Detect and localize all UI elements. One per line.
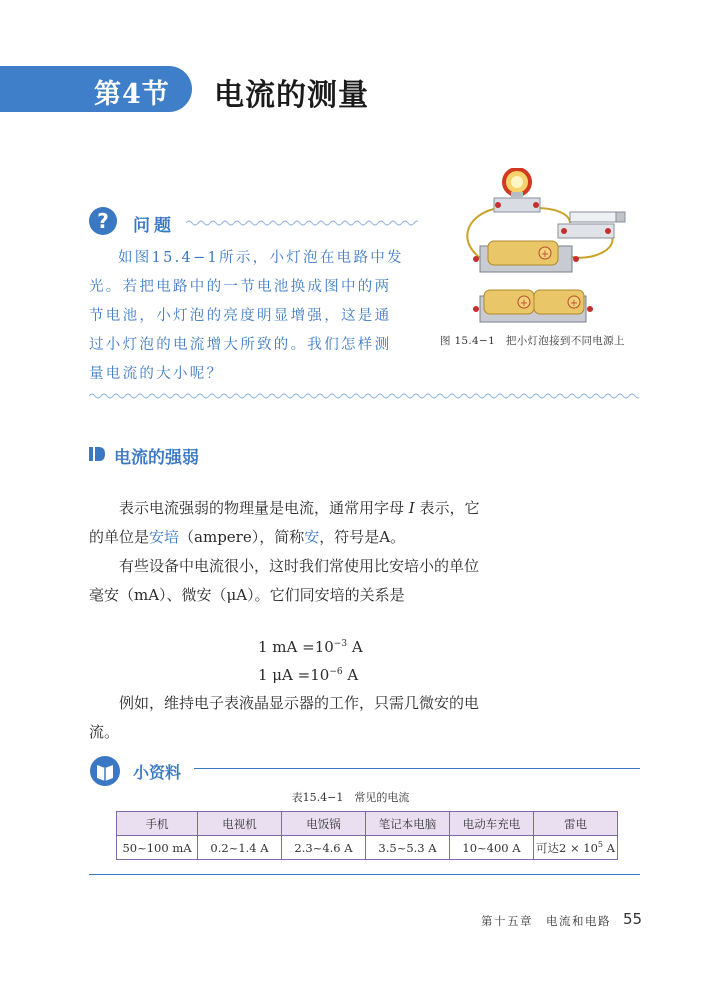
terminal [561,228,567,234]
table-cell: 50~100 mA [117,836,198,860]
terminal [587,306,593,312]
table-cell: 3.5~5.3 A [366,836,450,860]
page-title: 电流的测量 [214,78,369,113]
paragraph: 有些设备中电流很小，这时我们常使用比安培小的单位毫安（mA）、微安（μA）。它们同安培的关系是 [89,557,480,604]
chapter-footer: 第十五章 电流和电路 [481,914,611,928]
body-text-2 [89,689,493,747]
terminal [473,256,479,262]
section-heading: 电流的强弱 [114,448,199,468]
table-caption: 表15.4−1 常见的电流 [291,791,410,804]
plus-sign: + [569,298,579,309]
table-header-row [117,812,618,836]
table-header: 手机 [117,812,198,836]
wavy-divider [186,219,418,227]
circuit-illustration [450,168,640,328]
paragraph: 例如，维持电子表液晶显示器的工作，只需几微安的电流。 [89,694,480,741]
page-number: 55 [623,910,643,928]
resource-divider [194,768,640,769]
current-table [116,811,618,860]
question-heading: 问题 [133,216,175,236]
table-header: 雷电 [534,812,618,836]
switch-lever [570,212,618,222]
table-header: 电视机 [198,812,282,836]
resource-book-icon [88,755,122,787]
table-cell: 2.3~4.6 A [282,836,366,860]
table-row [117,836,618,860]
bulb [511,176,523,188]
table-cell: 10~400 A [450,836,534,860]
body-text [89,494,493,610]
resource-heading: 小资料 [133,763,182,782]
terminal [495,202,501,208]
table-cell: 可达$2 \times 10^5$ A [534,836,618,860]
table-bottom-divider [89,874,640,875]
paragraph: 表示电流强弱的物理量是电流，通常用字母 I 表示，它的单位是安培（ampere），简称安，符号是A。 [89,499,480,546]
term-ampere: 安培 [149,528,180,546]
table-header: 电饭锅 [282,812,366,836]
question-text: 如图15.4−1所示，小灯泡在电路中发光。若把电路中的一节电池换成图中的两节电池，小灯泡的亮度明显增强，这是通过小灯泡的电流增大所致的。我们怎样测量电流的大小呢？ [89,250,404,382]
terminal [473,306,479,312]
plus-sign: + [540,249,550,260]
terminal [605,228,611,234]
section-number: 第4节 [94,79,170,110]
bulb-socket [511,192,523,199]
table-header: 电动车充电 [450,812,534,836]
plus-sign: + [519,298,529,309]
formula-ma: 1 mA $=10^{-3}$ A [258,638,363,656]
figure-caption: 图 15.4−1 把小灯泡接到不同电源上 [440,335,625,347]
terminal [573,256,579,262]
section-marker-icon [89,446,105,462]
terminal [533,202,539,208]
switch-knob [616,212,625,222]
term-an: 安 [304,528,320,546]
question-icon: ? [89,207,117,235]
wavy-bottom-divider [89,392,639,400]
table-cell: 0.2~1.4 A [198,836,282,860]
table-header: 笔记本电脑 [366,812,450,836]
formula-ua: 1 $\mu A =10^{-6}$ A [258,666,359,684]
